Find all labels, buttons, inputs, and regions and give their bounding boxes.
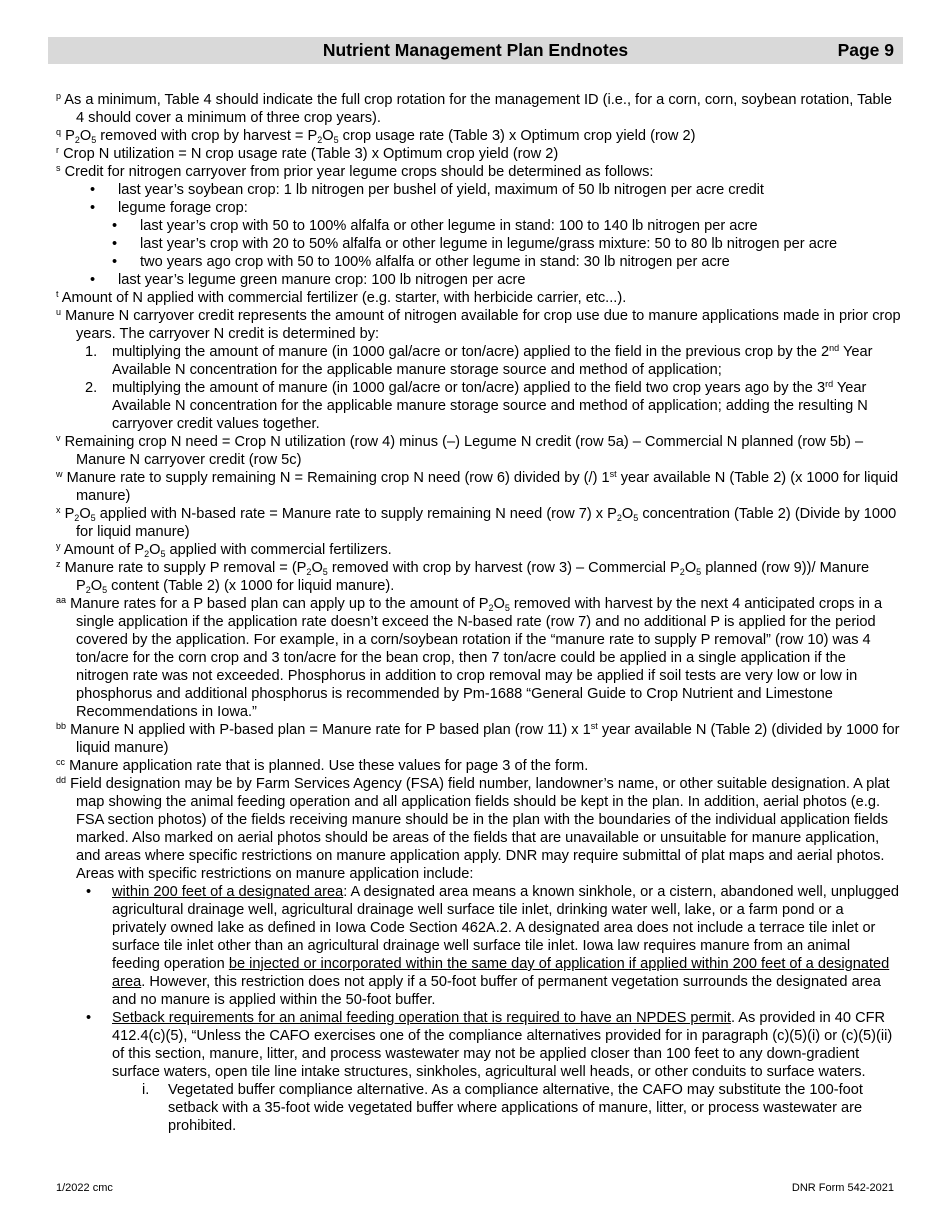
- endnote-r: $^r$ Crop N utilization = N crop usage rate (Table 3) x Optimum crop yield (row 2): [56, 145, 559, 162]
- endnote-q: $^q$ $P_2O_5$ removed with crop by harvest = $P_2O_5$ crop usage rate (Table 3) x Optimum crop yield (row 2): [56, 127, 696, 145]
- legume-credit-list: [56, 181, 901, 217]
- list-item: • last year’s soybean crop: 1 lb nitrogen per bushel of yield, maximum of 50 lb nitrogen per acre credit: [56, 181, 901, 199]
- endnote-w: $^w$ Manure rate to supply remaining N = Remaining crop N need (row 6) divided by (/) 1st year available N (Table 2) (x 1000 for liquid manure): [56, 469, 899, 504]
- list-item: • Setback requirements for an animal feeding operation that is required to have an NPDES permit. As provided in 40 CFR 412.4(c)(5), “Unless the CAFO exercises one of the compliance alternatives provided for in paragraph (c)(5)(i) or (c)(5)(ii) of this section, manure, litter, and process wastewater may not be applied closer than 100 feet to any down-gradient surface waters, open tile line intake structures, sinkholes, agricultural well heads, or other conduits to surface waters.: [56, 1009, 901, 1081]
- endnote-x: $^x$ $P_2O_5$ applied with N-based rate = Manure rate to supply remaining N need (row 7) x $P_2O_5$ concentration (Table 2) (Divide by 1000 for liquid manure): [56, 505, 897, 540]
- footer-date: 1/2022 cmc: [56, 1182, 113, 1194]
- endnote-t: $^t$ Amount of N applied with commercial fertilizer (e.g. starter, with herbicide carrier, etc...).: [56, 289, 627, 306]
- endnote-u: $^u$ Manure N carryover credit represents the amount of nitrogen available for crop use due to manure applications made in prior crop years. The carryover N credit is determined by:: [56, 307, 901, 342]
- endnote-cc: $^{cc}$ Manure application rate that is planned. Use these values for page 3 of the form.: [56, 757, 589, 774]
- legume-forage-sublist: [56, 217, 901, 271]
- list-item: • last year’s crop with 20 to 50% alfalfa or other legume in legume/grass mixture: 50 to 80 lb nitrogen per acre: [56, 235, 901, 253]
- page-header: [48, 37, 903, 64]
- list-item: i. Vegetated buffer compliance alternative. As a compliance alternative, the CAFO may substitute the 100-foot setback with a 35-foot wide vegetated buffer where applications of manure, litter, or process wastewater are prohibited.: [142, 1082, 863, 1134]
- list-item: 2. multiplying the amount of manure (in 1000 gal/acre or ton/acre) applied to the field two crop years ago by the 3rd Year Available N concentration for the applicable manure storage source and method of application; adding the resulting N carryover credit values together.: [85, 379, 868, 432]
- endnote-aa: $^{aa}$ Manure rates for a P based plan can apply up to the amount of $P_2O_5$ removed with harvest by the next 4 anticipated crops in a single application if the application rate doesn’t exceed the N-based rate (row 7) and no additional P is applied for the period covered by the application. For example, in a corn/soybean rotation if the “manure rate to supply P removal” (row 10) was 4 ton/acre for the corn crop and 3 ton/acre for the bean crop, then 7 ton/acre could be applied in a single application if the nitrogen rate was not exceeded. Phosphorus in addition to crop removal may be applied if soil tests are very low or low in phosphorus and additional phosphorus is recommended by Pm-1688 “General Guide to Crop Nutrient and Limestone Recommendations in Iowa.”: [56, 595, 883, 720]
- page-title: Nutrient Management Plan Endnotes: [322, 40, 629, 60]
- page-number: Page 9: [837, 40, 894, 60]
- list-item: • two years ago crop with 50 to 100% alfalfa or other legume in stand: 30 lb nitrogen per acre: [56, 253, 901, 271]
- endnote-bb: $^{bb}$ Manure N applied with P-based plan = Manure rate for P based plan (row 11) x 1st year available N (Table 2) (divided by 1000 for liquid manure): [56, 721, 900, 756]
- list-item: • within 200 feet of a designated area: A designated area means a known sinkhole, or a cistern, abandoned well, unplugged agricultural drainage well, agricultural drainage well surface tile inlet, drinking water well, lake, or a farm pond or a privately owned lake as defined in Iowa Code Section 462A.2. A designated area does not include a terrace tile inlet or surface tile inlet other than an agricultural drainage well surface tile inlet. Iowa law requires manure from an animal feeding operation be injected or incorporated within the same day of application if applied within 200 feet of a designated area. However, this restriction does not apply if a 50-foot buffer of permanent vegetation surrounds the designated area and no manure is applied within the 50-foot buffer.: [56, 883, 901, 1009]
- list-item: • legume forage crop:: [56, 199, 901, 217]
- endnote-p: $^p$ As a minimum, Table 4 should indicate the full crop rotation for the management ID (i.e., for a corn, corn, soybean rotation, Table 4 should cover a minimum of three crop years).: [56, 91, 892, 126]
- endnote-y: $^y$ Amount of $P_2O_5$ applied with commercial fertilizers.: [56, 541, 392, 559]
- footer-form-number: DNR Form 542-2021: [791, 1182, 894, 1194]
- endnote-s: $^s$ Credit for nitrogen carryover from prior year legume crops should be determined as follows:: [56, 163, 654, 180]
- endnote-v: $^v$ Remaining crop N need = Crop N utilization (row 4) minus (–) Legume N credit (row 5a) – Commercial N planned (row 5b) – Manure N carryover credit (row 5c): [56, 433, 864, 468]
- endnote-dd: $^{dd}$ Field designation may be by Farm Services Agency (FSA) field number, landowner’s name, or other suitable designation. A plat map showing the animal feeding operation and all application fields should be kept in the plan. In addition, aerial photos (e.g. FSA section photos) of the fields receiving manure should be in the plan with the boundaries of the individual application fields marked. Also marked on aerial photos should be areas of the fields that are unavailable or unsuitable for manure application, and areas where specific restrictions on manure application apply. DNR may require submittal of plat maps and aerial photos. Areas with specific restrictions on manure application include:: [56, 775, 890, 882]
- restriction-list: [56, 883, 901, 1081]
- endnotes: [56, 91, 901, 1135]
- list-item: 1. multiplying the amount of manure (in 1000 gal/acre or ton/acre) applied to the field in the previous crop by the 2nd Year Available N concentration for the applicable manure storage source and method of application;: [85, 343, 873, 378]
- list-item: • last year’s crop with 50 to 100% alfalfa or other legume in stand: 100 to 140 lb nitrogen per acre: [56, 217, 901, 235]
- list-item: • last year’s legume green manure crop: 100 lb nitrogen per acre: [56, 271, 901, 289]
- endnote-z: $^z$ Manure rate to supply P removal = ($P_2O_5$ removed with crop by harvest (row 3) – Commercial $P_2O_5$ planned (row 9))/ Manure $P_2O_5$ content (Table 2) (x 1000 for liquid manure).: [56, 559, 870, 595]
- legume-credit-list-2: [56, 271, 901, 289]
